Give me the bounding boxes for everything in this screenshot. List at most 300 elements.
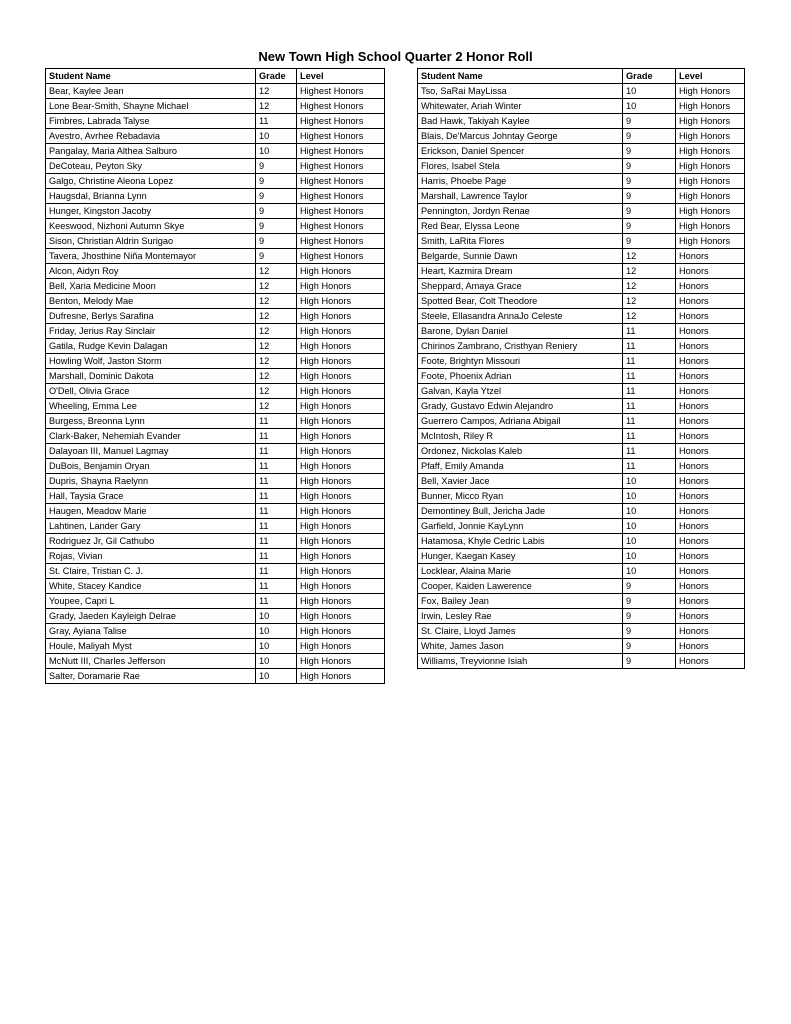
grade-cell: 9 — [256, 204, 297, 219]
grade-cell: 11 — [256, 474, 297, 489]
level-cell: High Honors — [297, 609, 385, 624]
level-cell: Honors — [676, 399, 745, 414]
table-row — [418, 639, 745, 654]
table-row — [46, 654, 385, 669]
table-row — [46, 369, 385, 384]
grade-cell: 9 — [623, 594, 676, 609]
grade-cell: 11 — [256, 429, 297, 444]
student-name-cell: Ordonez, Nickolas Kaleb — [418, 444, 623, 459]
student-name-cell: Tso, SaRai MayLissa — [418, 84, 623, 99]
student-name-cell: Haugen, Meadow Marie — [46, 504, 256, 519]
table-header-row — [418, 69, 745, 84]
student-name-cell: Clark-Baker, Nehemiah Evander — [46, 429, 256, 444]
table-row — [46, 264, 385, 279]
student-name-cell: Smith, LaRita Flores — [418, 234, 623, 249]
student-name-cell: Dupris, Shayna Raelynn — [46, 474, 256, 489]
grade-cell: 11 — [256, 594, 297, 609]
table-row — [418, 504, 745, 519]
level-cell: Highest Honors — [297, 129, 385, 144]
student-name-cell: Bunner, Micco Ryan — [418, 489, 623, 504]
grade-cell: 12 — [623, 309, 676, 324]
level-cell: High Honors — [297, 504, 385, 519]
student-name-cell: Bell, Xaria Medicine Moon — [46, 279, 256, 294]
level-cell: Highest Honors — [297, 204, 385, 219]
level-cell: Highest Honors — [297, 174, 385, 189]
student-name-cell: St. Claire, Tristian C. J. — [46, 564, 256, 579]
table-row — [418, 399, 745, 414]
level-cell: High Honors — [676, 174, 745, 189]
grade-cell: 9 — [623, 144, 676, 159]
level-cell: High Honors — [297, 624, 385, 639]
grade-cell: 12 — [256, 99, 297, 114]
level-cell: High Honors — [676, 189, 745, 204]
table-row — [418, 159, 745, 174]
honor-roll-table-right — [417, 68, 745, 669]
table-row — [418, 534, 745, 549]
table-row — [418, 219, 745, 234]
table-row — [46, 279, 385, 294]
level-cell: Highest Honors — [297, 159, 385, 174]
table-row — [418, 414, 745, 429]
student-name-cell: Marshall, Lawrence Taylor — [418, 189, 623, 204]
table-row — [418, 624, 745, 639]
table-row — [418, 84, 745, 99]
student-name-cell: Benton, Melody Mae — [46, 294, 256, 309]
grade-cell: 12 — [256, 369, 297, 384]
student-name-cell: Lone Bear-Smith, Shayne Michael — [46, 99, 256, 114]
grade-cell: 12 — [623, 279, 676, 294]
level-cell: High Honors — [297, 279, 385, 294]
level-cell: High Honors — [297, 459, 385, 474]
table-row — [418, 279, 745, 294]
grade-cell: 12 — [256, 339, 297, 354]
grade-cell: 11 — [623, 414, 676, 429]
table-row — [418, 519, 745, 534]
table-row — [46, 489, 385, 504]
table-row — [46, 129, 385, 144]
level-cell: High Honors — [297, 429, 385, 444]
student-name-cell: Pennington, Jordyn Renae — [418, 204, 623, 219]
student-name-cell: Bell, Xavier Jace — [418, 474, 623, 489]
level-cell: Honors — [676, 549, 745, 564]
student-name-cell: Sison, Christian Aldrin Surigao — [46, 234, 256, 249]
table-row — [46, 564, 385, 579]
grade-cell: 9 — [623, 654, 676, 669]
table-row — [418, 339, 745, 354]
student-name-cell: Friday, Jerius Ray Sinclair — [46, 324, 256, 339]
table-row — [46, 639, 385, 654]
grade-cell: 10 — [256, 654, 297, 669]
grade-cell: 9 — [623, 219, 676, 234]
student-name-cell: Hatamosa, Khyle Cedric Labis — [418, 534, 623, 549]
level-cell: High Honors — [297, 339, 385, 354]
student-name-cell: Bad Hawk, Takiyah Kaylee — [418, 114, 623, 129]
grade-cell: 10 — [623, 564, 676, 579]
student-name-cell: Bear, Kaylee Jean — [46, 84, 256, 99]
grade-cell: 11 — [623, 339, 676, 354]
table-row — [46, 189, 385, 204]
table-row — [418, 444, 745, 459]
level-cell: High Honors — [297, 294, 385, 309]
level-cell: High Honors — [297, 579, 385, 594]
level-cell: Honors — [676, 354, 745, 369]
table-row — [418, 324, 745, 339]
grade-cell: 10 — [256, 669, 297, 684]
grade-cell: 10 — [623, 519, 676, 534]
level-cell: Highest Honors — [297, 144, 385, 159]
table-row — [418, 144, 745, 159]
level-cell: Highest Honors — [297, 84, 385, 99]
table-row — [46, 174, 385, 189]
table-row — [46, 534, 385, 549]
table-row — [46, 84, 385, 99]
student-name-cell: Williams, Treyvionne Isiah — [418, 654, 623, 669]
grade-cell: 9 — [623, 189, 676, 204]
student-name-cell: Chirinos Zambrano, Cristhyan Reniery — [418, 339, 623, 354]
grade-cell: 11 — [256, 459, 297, 474]
grade-cell: 12 — [623, 249, 676, 264]
grade-cell: 9 — [256, 234, 297, 249]
grade-cell: 11 — [623, 324, 676, 339]
table-row — [418, 384, 745, 399]
level-cell: Honors — [676, 459, 745, 474]
level-cell: Honors — [676, 264, 745, 279]
level-cell: Honors — [676, 534, 745, 549]
student-name-cell: Irwin, Lesley Rae — [418, 609, 623, 624]
level-cell: High Honors — [297, 564, 385, 579]
level-cell: High Honors — [297, 489, 385, 504]
grade-cell: 9 — [256, 219, 297, 234]
student-name-cell: DeCoteau, Peyton Sky — [46, 159, 256, 174]
table-row — [46, 519, 385, 534]
table-row — [418, 99, 745, 114]
student-name-cell: Flores, Isabel Stela — [418, 159, 623, 174]
student-name-cell: Whitewater, Ariah Winter — [418, 99, 623, 114]
grade-cell: 10 — [623, 549, 676, 564]
table-row — [418, 579, 745, 594]
table-row — [46, 204, 385, 219]
grade-cell: 9 — [623, 159, 676, 174]
grade-cell: 9 — [623, 174, 676, 189]
student-name-cell: Foote, Brightyn Missouri — [418, 354, 623, 369]
level-cell: High Honors — [297, 474, 385, 489]
grade-cell: 9 — [623, 129, 676, 144]
level-cell: High Honors — [297, 519, 385, 534]
student-name-cell: St. Claire, Lloyd James — [418, 624, 623, 639]
grade-cell: 10 — [623, 84, 676, 99]
student-name-cell: Grady, Jaeden Kayleigh Delrae — [46, 609, 256, 624]
table-row — [46, 579, 385, 594]
grade-cell: 10 — [623, 534, 676, 549]
level-cell: Highest Honors — [297, 234, 385, 249]
student-name-cell: Salter, Doramarie Rae — [46, 669, 256, 684]
table-row — [418, 429, 745, 444]
table-row — [46, 609, 385, 624]
student-name-cell: Youpee, Capri L — [46, 594, 256, 609]
student-name-cell: Hunger, Kingston Jacoby — [46, 204, 256, 219]
grade-cell: 9 — [256, 174, 297, 189]
student-name-cell: Spotted Bear, Colt Theodore — [418, 294, 623, 309]
student-name-cell: Garfield, Jonnie KayLynn — [418, 519, 623, 534]
level-cell: High Honors — [676, 144, 745, 159]
table-row — [46, 444, 385, 459]
table-row — [418, 564, 745, 579]
level-cell: Highest Honors — [297, 249, 385, 264]
table-row — [46, 474, 385, 489]
grade-cell: 10 — [256, 624, 297, 639]
table-row — [46, 249, 385, 264]
grade-cell: 11 — [256, 489, 297, 504]
table-row — [46, 594, 385, 609]
level-cell: Honors — [676, 294, 745, 309]
student-name-cell: Foote, Phoenix Adrian — [418, 369, 623, 384]
level-cell: High Honors — [676, 234, 745, 249]
student-name-cell: Cooper, Kaiden Lawerence — [418, 579, 623, 594]
table-row — [46, 459, 385, 474]
grade-cell: 10 — [623, 99, 676, 114]
table-row — [46, 99, 385, 114]
student-name-cell: Howling Wolf, Jaston Storm — [46, 354, 256, 369]
table-row — [46, 234, 385, 249]
page-title: New Town High School Quarter 2 Honor Roll — [258, 49, 533, 64]
grade-cell: 9 — [623, 609, 676, 624]
student-name-cell: Hunger, Kaegan Kasey — [418, 549, 623, 564]
table-row — [418, 114, 745, 129]
grade-cell: 10 — [256, 609, 297, 624]
table-row — [46, 669, 385, 684]
level-cell: Honors — [676, 639, 745, 654]
level-cell: High Honors — [676, 159, 745, 174]
level-cell: Highest Honors — [297, 99, 385, 114]
grade-cell: 10 — [623, 489, 676, 504]
table-row — [418, 369, 745, 384]
grade-cell: 12 — [256, 354, 297, 369]
student-name-cell: DuBois, Benjamin Oryan — [46, 459, 256, 474]
student-name-cell: White, James Jason — [418, 639, 623, 654]
table-row — [46, 339, 385, 354]
student-name-cell: O'Dell, Olivia Grace — [46, 384, 256, 399]
grade-cell: 11 — [256, 549, 297, 564]
table-row — [418, 609, 745, 624]
table-row — [418, 189, 745, 204]
student-name-cell: Grady, Gustavo Edwin Alejandro — [418, 399, 623, 414]
level-cell: Highest Honors — [297, 189, 385, 204]
grade-cell: 12 — [623, 294, 676, 309]
grade-cell: 10 — [623, 474, 676, 489]
student-name-cell: White, Stacey Kandice — [46, 579, 256, 594]
grade-cell: 11 — [623, 444, 676, 459]
level-cell: High Honors — [297, 534, 385, 549]
grade-cell: 11 — [256, 444, 297, 459]
grade-cell: 9 — [623, 639, 676, 654]
student-name-cell: Wheeling, Emma Lee — [46, 399, 256, 414]
grade-cell: 11 — [623, 399, 676, 414]
level-cell: Honors — [676, 564, 745, 579]
table-row — [46, 324, 385, 339]
level-cell: Honors — [676, 384, 745, 399]
student-name-cell: Fimbres, Labrada Talyse — [46, 114, 256, 129]
level-cell: Honors — [676, 249, 745, 264]
grade-cell: 9 — [623, 234, 676, 249]
student-name-cell: Dufresne, Berlys Sarafina — [46, 309, 256, 324]
student-name-cell: Dalayoan III, Manuel Lagmay — [46, 444, 256, 459]
level-cell: Honors — [676, 279, 745, 294]
student-name-cell: Houle, Maliyah Myst — [46, 639, 256, 654]
level-cell: High Honors — [297, 384, 385, 399]
grade-cell: 11 — [256, 504, 297, 519]
grade-cell: 12 — [256, 294, 297, 309]
student-name-cell: Gray, Ayiana Talise — [46, 624, 256, 639]
level-cell: High Honors — [297, 399, 385, 414]
table-row — [418, 354, 745, 369]
grade-cell: 9 — [623, 579, 676, 594]
column-header-level: Level — [297, 69, 385, 84]
level-cell: Honors — [676, 624, 745, 639]
level-cell: Honors — [676, 609, 745, 624]
grade-cell: 11 — [256, 534, 297, 549]
grade-cell: 9 — [623, 204, 676, 219]
grade-cell: 9 — [623, 624, 676, 639]
grade-cell: 11 — [256, 564, 297, 579]
student-name-cell: Rojas, Vivian — [46, 549, 256, 564]
level-cell: High Honors — [297, 549, 385, 564]
level-cell: Honors — [676, 594, 745, 609]
column-header-grade: Grade — [256, 69, 297, 84]
student-name-cell: Locklear, Alaina Marie — [418, 564, 623, 579]
student-name-cell: Haugsdal, Brianna Lynn — [46, 189, 256, 204]
student-name-cell: Erickson, Daniel Spencer — [418, 144, 623, 159]
level-cell: High Honors — [676, 84, 745, 99]
student-name-cell: Keeswood, Nizhoni Autumn Skye — [46, 219, 256, 234]
table-row — [418, 474, 745, 489]
table-row — [46, 219, 385, 234]
grade-cell: 9 — [256, 159, 297, 174]
grade-cell: 11 — [256, 414, 297, 429]
level-cell: High Honors — [297, 264, 385, 279]
level-cell: High Honors — [676, 129, 745, 144]
grade-cell: 12 — [256, 264, 297, 279]
student-name-cell: Red Bear, Elyssa Leone — [418, 219, 623, 234]
table-row — [418, 309, 745, 324]
level-cell: High Honors — [297, 354, 385, 369]
student-name-cell: Lahtinen, Lander Gary — [46, 519, 256, 534]
student-name-cell: Galgo, Christine Aleona Lopez — [46, 174, 256, 189]
table-row — [418, 264, 745, 279]
student-name-cell: Pfaff, Emily Amanda — [418, 459, 623, 474]
grade-cell: 11 — [623, 384, 676, 399]
student-name-cell: Heart, Kazmira Dream — [418, 264, 623, 279]
grade-cell: 12 — [256, 324, 297, 339]
level-cell: High Honors — [297, 639, 385, 654]
table-row — [418, 249, 745, 264]
table-row — [46, 294, 385, 309]
table-row — [418, 294, 745, 309]
student-name-cell: Harris, Phoebe Page — [418, 174, 623, 189]
student-name-cell: Avestro, Avrhee Rebadavia — [46, 129, 256, 144]
honor-roll-table-left — [45, 68, 385, 684]
student-name-cell: McNutt III, Charles Jefferson — [46, 654, 256, 669]
level-cell: Honors — [676, 654, 745, 669]
level-cell: Honors — [676, 324, 745, 339]
table-row — [418, 129, 745, 144]
level-cell: Honors — [676, 444, 745, 459]
grade-cell: 11 — [623, 354, 676, 369]
student-name-cell: Burgess, Breonna Lynn — [46, 414, 256, 429]
grade-cell: 11 — [623, 429, 676, 444]
level-cell: Honors — [676, 369, 745, 384]
column-header-student-name: Student Name — [418, 69, 623, 84]
table-row — [46, 354, 385, 369]
level-cell: High Honors — [676, 114, 745, 129]
table-row — [46, 429, 385, 444]
level-cell: Highest Honors — [297, 219, 385, 234]
student-name-cell: Hall, Taysia Grace — [46, 489, 256, 504]
grade-cell: 11 — [623, 369, 676, 384]
level-cell: High Honors — [676, 204, 745, 219]
level-cell: Honors — [676, 474, 745, 489]
table-row — [46, 414, 385, 429]
table-row — [46, 399, 385, 414]
table-row — [418, 489, 745, 504]
level-cell: High Honors — [297, 444, 385, 459]
grade-cell: 12 — [256, 309, 297, 324]
table-row — [46, 159, 385, 174]
student-name-cell: Sheppard, Amaya Grace — [418, 279, 623, 294]
level-cell: High Honors — [297, 669, 385, 684]
level-cell: High Honors — [297, 309, 385, 324]
grade-cell: 10 — [256, 144, 297, 159]
level-cell: Honors — [676, 339, 745, 354]
student-name-cell: Belgarde, Sunnie Dawn — [418, 249, 623, 264]
student-name-cell: Blais, De'Marcus Johntay George — [418, 129, 623, 144]
student-name-cell: Tavera, Jhosthine Niña Montemayor — [46, 249, 256, 264]
grade-cell: 12 — [256, 279, 297, 294]
table-row — [46, 549, 385, 564]
level-cell: High Honors — [297, 369, 385, 384]
student-name-cell: Gatila, Rudge Kevin Dalagan — [46, 339, 256, 354]
table-row — [418, 594, 745, 609]
grade-cell: 12 — [256, 384, 297, 399]
level-cell: High Honors — [297, 654, 385, 669]
table-row — [46, 624, 385, 639]
student-name-cell: Pangalay, Maria Althea Salburo — [46, 144, 256, 159]
table-row — [418, 174, 745, 189]
student-name-cell: Guerrero Campos, Adriana Abigail — [418, 414, 623, 429]
grade-cell: 10 — [256, 129, 297, 144]
table-row — [418, 204, 745, 219]
level-cell: High Honors — [676, 219, 745, 234]
table-row — [418, 654, 745, 669]
student-name-cell: McIntosh, Riley R — [418, 429, 623, 444]
grade-cell: 12 — [256, 84, 297, 99]
table-row — [46, 144, 385, 159]
level-cell: Highest Honors — [297, 114, 385, 129]
student-name-cell: Rodriguez Jr, Gil Cathubo — [46, 534, 256, 549]
grade-cell: 9 — [256, 189, 297, 204]
grade-cell: 12 — [256, 399, 297, 414]
student-name-cell: Barone, Dylan Daniel — [418, 324, 623, 339]
grade-cell: 10 — [623, 504, 676, 519]
level-cell: Honors — [676, 579, 745, 594]
level-cell: Honors — [676, 429, 745, 444]
table-row — [418, 459, 745, 474]
level-cell: Honors — [676, 519, 745, 534]
level-cell: Honors — [676, 414, 745, 429]
grade-cell: 11 — [256, 114, 297, 129]
table-row — [46, 384, 385, 399]
table-row — [46, 309, 385, 324]
grade-cell: 11 — [623, 459, 676, 474]
